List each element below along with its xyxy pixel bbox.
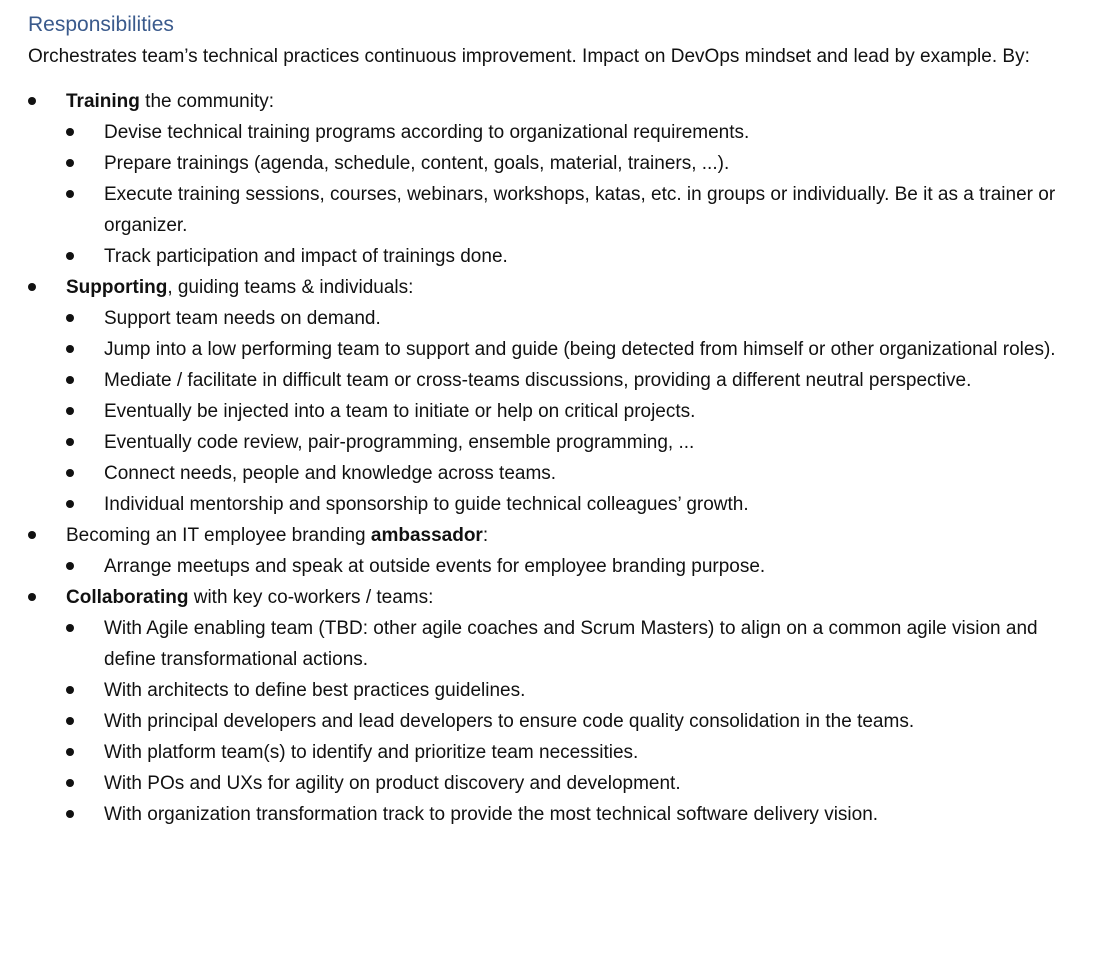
bullet-icon — [66, 717, 74, 725]
bullet-icon — [66, 128, 74, 136]
sub-list-item — [66, 737, 1078, 768]
sub-item-text: Execute training sessions, courses, webinars, workshops, katas, etc. in groups or individually. Be it as a trainer or organizer. — [104, 184, 1056, 236]
bullet-icon — [66, 190, 74, 198]
sub-item-text: With POs and UXs for agility on product discovery and development. — [104, 773, 681, 794]
item-keyword: Supporting — [66, 277, 168, 298]
sub-list — [66, 613, 1078, 830]
sub-item-text: Track participation and impact of trainings done. — [104, 246, 508, 267]
sub-item-text: With organization transformation track to provide the most technical software delivery vision. — [104, 804, 879, 825]
bullet-icon — [66, 345, 74, 353]
responsibility-item — [28, 86, 1078, 272]
sub-list-item — [66, 396, 1078, 427]
item-keyword: Training — [66, 91, 140, 112]
responsibility-item — [28, 272, 1078, 520]
bullet-icon — [66, 252, 74, 260]
bullet-icon — [66, 810, 74, 818]
sub-list-item — [66, 117, 1078, 148]
item-lead-text: Becoming an IT employee branding — [66, 525, 371, 546]
bullet-icon — [28, 593, 36, 601]
bullet-icon — [66, 500, 74, 508]
sub-list-item — [66, 768, 1078, 799]
sub-item-text: Jump into a low performing team to support and guide (being detected from himself or other organizational roles). — [104, 339, 1056, 360]
bullet-icon — [28, 97, 36, 105]
bullet-icon — [66, 779, 74, 787]
bullet-icon — [66, 438, 74, 446]
sub-list-item — [66, 613, 1078, 675]
sub-list-item — [66, 365, 1078, 396]
sub-list-item — [66, 303, 1078, 334]
responsibility-item — [28, 520, 1078, 582]
bullet-icon — [66, 376, 74, 384]
sub-list-item — [66, 334, 1078, 365]
bullet-icon — [66, 314, 74, 322]
bullet-icon — [66, 748, 74, 756]
sub-list — [66, 303, 1078, 520]
sub-item-text: Individual mentorship and sponsorship to guide technical colleagues’ growth. — [104, 494, 749, 515]
responsibility-item — [28, 582, 1078, 830]
responsibility-list — [28, 86, 1078, 830]
bullet-icon — [66, 686, 74, 694]
section-heading: Responsibilities — [28, 13, 174, 36]
sub-list-item — [66, 551, 1078, 582]
bullet-icon — [28, 283, 36, 291]
sub-item-text: Connect needs, people and knowledge across teams. — [104, 463, 557, 484]
sub-item-text: Arrange meetups and speak at outside events for employee branding purpose. — [104, 556, 766, 577]
sub-item-text: Eventually code review, pair-programming, ensemble programming, ... — [104, 432, 695, 453]
item-keyword: ambassador — [370, 525, 483, 546]
item-tail-text: : — [482, 525, 489, 546]
sub-item-text: With platform team(s) to identify and prioritize team necessities. — [104, 742, 639, 763]
sub-list-item — [66, 489, 1078, 520]
sub-list-item — [66, 427, 1078, 458]
sub-list-item — [66, 148, 1078, 179]
sub-item-text: Support team needs on demand. — [104, 308, 381, 329]
sub-list-item — [66, 706, 1078, 737]
sub-item-text: Eventually be injected into a team to initiate or help on critical projects. — [104, 401, 696, 422]
bullet-icon — [66, 159, 74, 167]
sub-item-text: Mediate / facilitate in difficult team or cross-teams discussions, providing a different neutral perspective. — [104, 370, 972, 391]
sub-list — [66, 117, 1078, 272]
item-tail-text: the community: — [139, 91, 275, 112]
sub-list-item — [66, 241, 1078, 272]
sub-list — [66, 551, 1078, 582]
sub-item-text: With Agile enabling team (TBD: other agile coaches and Scrum Masters) to align on a common agile vision and define transformational actions. — [104, 618, 1038, 670]
item-keyword: Collaborating — [66, 587, 189, 608]
bullet-icon — [66, 469, 74, 477]
sub-item-text: With principal developers and lead developers to ensure code quality consolidation in the teams. — [104, 711, 915, 732]
sub-list-item — [66, 179, 1078, 241]
sub-list-item — [66, 799, 1078, 830]
intro-paragraph: Orchestrates team’s technical practices continuous improvement. Impact on DevOps mindset and lead by example. By: — [28, 46, 1030, 67]
bullet-icon — [28, 531, 36, 539]
sub-item-text: Prepare trainings (agenda, schedule, content, goals, material, trainers, ...). — [104, 153, 730, 174]
sub-list-item — [66, 675, 1078, 706]
bullet-icon — [66, 407, 74, 415]
bullet-icon — [66, 624, 74, 632]
bullet-icon — [66, 562, 74, 570]
sub-item-text: Devise technical training programs according to organizational requirements. — [104, 122, 750, 143]
item-tail-text: with key co-workers / teams: — [188, 587, 434, 608]
sub-item-text: With architects to define best practices guidelines. — [104, 680, 526, 701]
item-tail-text: , guiding teams & individuals: — [167, 277, 414, 298]
sub-list-item — [66, 458, 1078, 489]
